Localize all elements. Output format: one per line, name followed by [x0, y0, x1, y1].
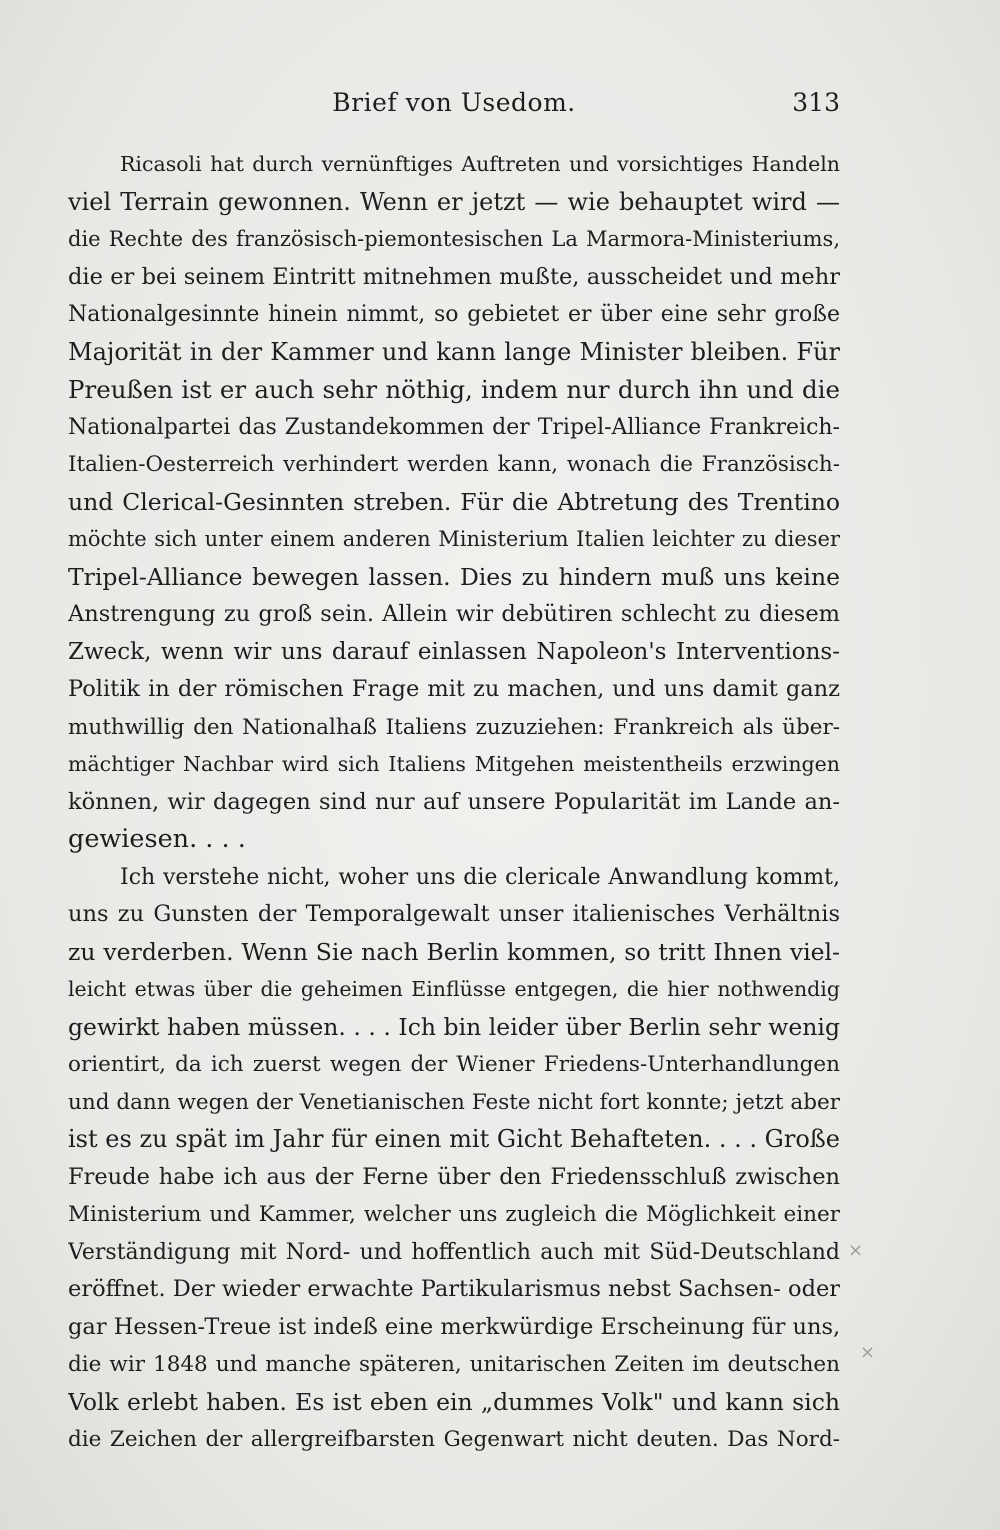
text-line: die Rechte des französisch-piemontesischen La Marmora-Ministeriums, [68, 227, 840, 251]
running-head-title: Brief von Usedom. [332, 88, 576, 117]
margin-mark-lower: × [860, 1342, 876, 1363]
text-line: Ministerium und Kammer, welcher uns zugleich die Möglichkeit einer [68, 1202, 840, 1227]
text-line: eröffnet. Der wieder erwachte Partikularismus nebst Sachsen- oder [68, 1276, 840, 1302]
text-line: uns zu Gunsten der Temporalgewalt unser italienisches Verhältnis [68, 901, 840, 927]
text-line: die er bei seinem Eintritt mitnehmen mußte, ausscheidet und mehr [68, 263, 840, 290]
text-line: mächtiger Nachbar wird sich Italiens Mitgehen meistentheils erzwingen [68, 752, 840, 776]
text-line: viel Terrain gewonnen. Wenn er jetzt — wie behauptet wird — [68, 187, 840, 216]
text-line: Preußen ist er auch sehr nöthig, indem nur durch ihn und die [68, 375, 840, 404]
text-line: ist es zu spät im Jahr für einen mit Gicht Behafteten. . . . Große [68, 1125, 840, 1153]
text-line: muthwillig den Nationalhaß Italiens zuzuziehen: Frankreich als über- [68, 714, 840, 740]
text-line: und Clerical-Gesinnten streben. Für die Abtretung des Trentino [68, 487, 840, 516]
text-line: und dann wegen der Venetianischen Feste nicht fort konnte; jetzt aber [68, 1089, 840, 1115]
text-line: Italien-Oesterreich verhindert werden kann, wonach die Französisch- [68, 452, 840, 477]
text-line: möchte sich unter einem anderen Ministerium Italien leichter zu dieser [68, 527, 840, 551]
text-line: die wir 1848 und manche späteren, unitarischen Zeiten im deutschen [68, 1352, 840, 1377]
text-line: Nationalpartei das Zustandekommen der Tripel-Alliance Frankreich- [68, 414, 840, 440]
text-line: Tripel-Alliance bewegen lassen. Dies zu hindern muß uns keine [68, 562, 840, 591]
text-line: Anstrengung zu groß sein. Allein wir debütiren schlecht zu diesem [68, 601, 840, 627]
text-line: gar Hessen-Treue ist indeß eine merkwürdige Erscheinung für uns, [68, 1313, 840, 1340]
text-line: Volk erlebt haben. Es ist eben ein „dummes Volk" und kann sich [68, 1387, 840, 1416]
text-line: zu verderben. Wenn Sie nach Berlin kommen, so tritt Ihnen viel- [68, 937, 840, 966]
text-line: können, wir dagegen sind nur auf unsere Popularität im Lande an- [68, 788, 840, 815]
text-line: Politik in der römischen Frage mit zu machen, und uns damit ganz [68, 676, 840, 702]
text-line: orientirt, da ich zuerst wegen der Wiener Friedens-Unterhandlungen [68, 1052, 840, 1077]
text-line: Nationalgesinnte hinein nimmt, so gebietet er über eine sehr große [68, 302, 840, 327]
body-text [68, 146, 840, 1459]
text-line: Verständigung mit Nord- und hoffentlich auch mit Süd-Deutschland [68, 1239, 840, 1265]
margin-mark-upper: × [848, 1240, 864, 1261]
text-line: gewirkt haben müssen. . . . Ich bin leider über Berlin sehr wenig [68, 1012, 840, 1041]
text-line: Freude habe ich aus der Ferne über den Friedensschluß zwischen [68, 1163, 840, 1190]
text-line: gewiesen. . . . [68, 824, 246, 854]
text-line: Majorität in der Kammer und kann lange Minister bleiben. Für [68, 337, 840, 366]
text-line: die Zeichen der allergreifbarsten Gegenwart nicht deuten. Das Nord- [68, 1427, 840, 1452]
text-line: Ricasoli hat durch vernünftiges Auftreten und vorsichtiges Handeln [120, 152, 840, 176]
page-number: 313 [792, 88, 840, 117]
text-line: leicht etwas über die geheimen Einflüsse entgegen, die hier nothwendig [68, 977, 840, 1001]
running-head [68, 88, 840, 124]
text-line: Ich verstehe nicht, woher uns die clericale Anwandlung kommt, [120, 864, 840, 890]
text-line: Zweck, wenn wir uns darauf einlassen Napoleon's Interventions- [68, 638, 840, 665]
